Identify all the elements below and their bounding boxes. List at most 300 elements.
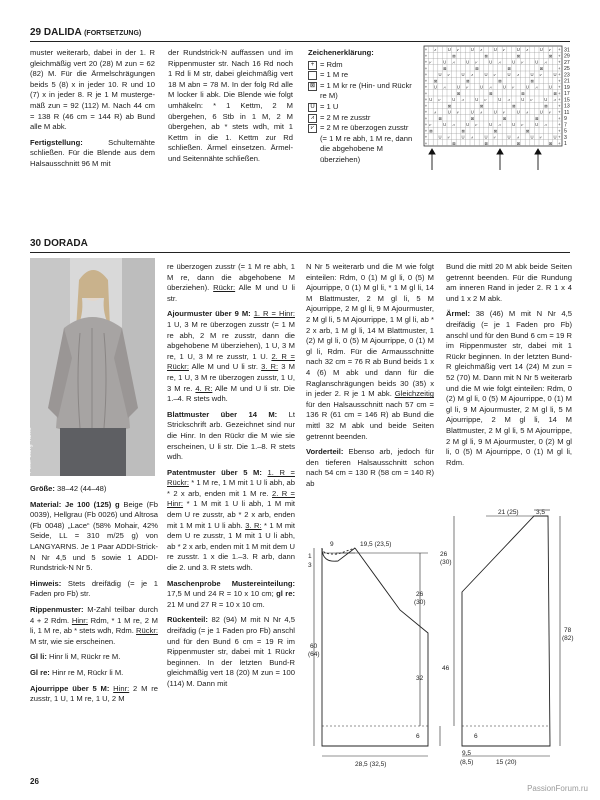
chart-cell-symbol: ⩗ <box>447 72 451 77</box>
ruecken-para <box>167 615 295 689</box>
chart-cell-symbol: ⩗ <box>548 47 552 52</box>
chart-cell-symbol: ⊠ <box>530 78 535 84</box>
chart-cell-symbol: ⊠ <box>498 78 502 84</box>
section-29-title: DALIDA <box>43 27 82 38</box>
knitting-chart <box>424 46 574 181</box>
fertigstellung-label: Fertigstellung: <box>30 137 83 147</box>
fertigstellung-para <box>30 138 155 170</box>
chart-row-number: 29 <box>564 53 570 60</box>
chart-row-number: 9 <box>564 116 567 123</box>
material-label: Material: Je 100 (125) g <box>30 499 120 509</box>
chart-cell-symbol: ⊠ <box>548 53 553 59</box>
chart-cell-symbol: U <box>429 97 433 102</box>
photo-credit: Foto: Lang Yarns <box>27 427 33 473</box>
chart-cell-symbol: ⊠ <box>539 65 544 71</box>
chart-cell-symbol: ⩗ <box>539 134 543 140</box>
dim-sleeve-bottom-a-alt: (8,5) <box>460 759 474 766</box>
chart-cell-symbol: ⩗ <box>447 134 451 140</box>
chart-cell-symbol: ⊠ <box>489 90 493 96</box>
glre-para <box>30 668 158 679</box>
ajour9-r2-text: Alle M und U li str. <box>191 362 258 372</box>
rippen-para <box>30 605 158 647</box>
chart-cell-symbol: U <box>479 84 483 90</box>
chart-row-number: 1 <box>564 141 567 148</box>
neckline-front <box>322 548 355 561</box>
chart-cell-symbol: ⊠ <box>484 140 489 146</box>
chart-cell-symbol: ⊠ <box>433 78 438 84</box>
chart-cell-symbol: U <box>521 97 525 102</box>
legend-text: = 1 U <box>320 101 339 111</box>
patent-r2: 2. R = Hinr: <box>167 488 295 509</box>
chart-row-number: 25 <box>564 66 570 73</box>
patent-para <box>167 468 295 574</box>
dim-side: 32 <box>416 675 424 682</box>
chart-cell-symbol: ⩘ <box>498 59 501 65</box>
rippen-hinr: Hinr: <box>71 615 88 625</box>
chart-cell-symbol: ⩗ <box>475 59 478 65</box>
chart-cell-symbol: ⊠ <box>512 103 516 109</box>
rippen-rueckr-text: M str, wie sie erscheinen. <box>30 636 116 646</box>
chart-cell-symbol: U <box>498 97 502 102</box>
chart-cell-symbol: U <box>502 84 506 90</box>
chart-cell-symbol: + <box>424 115 428 121</box>
chart-row-number: 27 <box>564 59 570 66</box>
dim-small-3: 3 <box>308 562 312 569</box>
chart-row-number: 19 <box>564 84 570 91</box>
chart-cell-symbol: ⊠ <box>452 140 456 146</box>
blatt-text: Lt Strickschrift arb. Gezeichnet sind nur die Hinr. In den Rückr die M wie sie erscheinen, U li str. Die 1.–8. R stets wdh. <box>167 409 295 462</box>
chart-cell-symbol: ⩗ <box>502 47 506 52</box>
sleeve-outline <box>462 516 550 746</box>
chart-cell-symbol: ⩗ <box>493 134 497 140</box>
sec30-col4 <box>446 262 572 473</box>
chart-cell-symbol: ⩘ <box>433 47 437 52</box>
chart-cell-symbol: U <box>525 84 529 90</box>
glre-label: Gl re: <box>30 667 50 677</box>
chart-cell-symbol: ⊠ <box>507 65 512 71</box>
chart-row-number: 11 <box>564 109 570 116</box>
chart-cell-symbol: ⊠ <box>452 53 456 59</box>
legend-text: = 1 M re <box>320 70 349 80</box>
aermel-text: 38 (46) M mit N Nr 4,5 dreifädig (= je 1 Faden pro Fb) anschl und für den Bund 6 cm = 19 R im Rippenmuster str, dabei mit 1 Rückr beginnen. In der letzten Bund-R gleichmäßig vert 14 (24) M zun = 52 (70) M. Dann mit N Nr 5 weiterarb und die M wie folgt einteilen: Rdm, 0 (2) M gl li, 0 (5) M Ajourrippe, 0 (1) M gl li, 9 M Ajourmuster, 2 M gl li, 5 M Ajourrippe, 2 M gl li, 14 M Blattmuster, 2 M gl li, 5 M Ajourrippe, 2 M gl li, 9 M Ajourmuster, 0 (2) M gl li, 0 (5) M Ajourrippe, 0 (1) M gl li, Rdm. <box>446 309 572 467</box>
chart-cell-symbol: ⩘ <box>470 134 474 140</box>
chart-cell-symbol: ⩘ <box>470 72 474 77</box>
ajour5-label: Ajourrippe über 5 M: <box>30 683 110 693</box>
ajour9-r4: 4. R: <box>195 383 213 393</box>
arrow-head-icon <box>497 149 503 154</box>
chart-cell-symbol: U <box>530 134 534 140</box>
chart-cell-symbol: ⊠ <box>516 140 521 146</box>
legend-item <box>308 102 416 113</box>
chart-cell-symbol: U <box>512 122 516 127</box>
chart-cell-symbol: + <box>558 103 561 109</box>
rippen-hinr-text: Rdm, * 1 M re, 2 M li, 1 M re, ab * stets wdh, Rdm. <box>30 615 158 636</box>
chart-cell-symbol: ⩘ <box>452 59 455 65</box>
chart-cell-symbol: ⩘ <box>479 109 483 115</box>
chart-cell-symbol: U <box>544 97 548 102</box>
ajour9-r1: 1. R = Hinr: <box>253 309 295 319</box>
legend-item <box>308 113 416 124</box>
dim-shoulder: 19,5 (23,5) <box>360 541 392 548</box>
ajour5-text: 2 M re zusstr, 1 U, 1 M re, 1 U, 2 M <box>30 683 158 704</box>
model-photo <box>27 258 155 476</box>
chart-cell-symbol: ⊠ <box>438 115 443 121</box>
ajour5-hinr: Hinr: <box>113 683 130 693</box>
blatt-label: Blattmuster über 14 M: <box>167 409 278 419</box>
glli-label: Gl li: <box>30 652 47 662</box>
ajour9-r2: 2. R = Rückr: <box>167 351 295 372</box>
col2-intro-text: re überzogen zusstr (= 1 M re abh, 1 M re, dann die abgehobene M überziehen). <box>167 262 295 293</box>
legend-text: = 1 M kr re (Hin- und Rückr re M) <box>320 80 412 101</box>
chart-cell-symbol: ⩗ <box>512 84 515 90</box>
chart-cell-symbol: + <box>558 134 561 140</box>
chart-cell-symbol: ⩗ <box>456 109 460 115</box>
ajour5-para <box>30 684 158 705</box>
page-number: 26 <box>30 777 39 786</box>
dim-sleeve-length: 78 <box>564 627 572 634</box>
chart-cell-symbol: U <box>530 72 534 77</box>
chart-cell-symbol: ⩘ <box>544 122 547 127</box>
legend-item <box>308 81 416 102</box>
chart-cell-symbol: ⊠ <box>456 90 461 96</box>
chart-cell-symbol: ⩘ <box>498 122 501 127</box>
ajour9-label: Ajourmuster über 9 M: <box>167 309 251 319</box>
sec30-col1 <box>30 484 158 710</box>
aermel-label: Ärmel: <box>446 309 471 319</box>
probe-glre: gl re: <box>276 589 295 599</box>
chart-cell-symbol: ⩗ <box>502 109 506 115</box>
rippen-rueckr: Rückr: <box>136 626 158 636</box>
sec29-col1-text: muster weiterarb, dabei in der 1. R gleichmäßig vert 20 (28) M zun = 62 (82) M. Für die Ärmelschrägungen beids 5 (8) x in jeder 10. R und 10 (7) x in jeder 8. R je 1 M mustergemäß zun = 92 (112) M. Nach 44 cm = 138 R (46 cm = 144 R) ab Bund alle M abk. <box>30 48 155 132</box>
chart-cell-symbol: + <box>424 103 428 109</box>
chart-cell-symbol: + <box>424 128 428 134</box>
chart-cell-symbol: ⩘ <box>443 84 446 90</box>
groesse-label: Größe: <box>30 484 55 493</box>
chart-cell-symbol: ⩘ <box>461 97 464 102</box>
patent-r1-text: * 1 M re, 1 M mit 1 U li abh, ab * 2 x arb, enden mit 1 M re. <box>167 478 295 498</box>
vorder-text: Ebenso arb, jedoch für den tieferen Halsausschnitt schon nach 54 cm = 130 R (58 cm = 140 R) ab <box>306 447 434 488</box>
chart-cell-symbol: ⩘ <box>544 59 547 65</box>
chart-row-number: 5 <box>564 128 567 135</box>
chart-cell-symbol: ⩗ <box>521 59 524 65</box>
dim-sleeve-bottom-a: 9,5 <box>462 750 472 757</box>
chart-cell-symbol: U <box>493 109 497 115</box>
probe-text: 17,5 M und 24 R = 10 x 10 cm; <box>167 589 274 599</box>
dim-length-alt: (64) <box>308 651 320 658</box>
chart-cell-symbol: + <box>424 84 428 90</box>
hinweis-para <box>30 579 158 600</box>
chart-cell-symbol: + <box>558 78 561 84</box>
chart-row-number: 17 <box>564 91 570 98</box>
chart-cell-symbol: U <box>484 72 488 77</box>
chart-cell-symbol: ⊠ <box>429 128 433 134</box>
dim-sleeve-bottom-b: 15 (20) <box>496 759 517 766</box>
chart-cell-symbol: ⊠ <box>548 140 553 146</box>
body-schematic <box>300 508 450 770</box>
chart-cell-symbol: U <box>507 72 511 77</box>
chart-cell-symbol: ⩗ <box>466 84 469 90</box>
chart-cell-symbol: ⩗ <box>429 59 432 65</box>
dim-width: 28,5 (32,5) <box>355 761 387 768</box>
chart-cell-symbol: + <box>424 140 428 146</box>
chart-cell-symbol: ⊠ <box>516 53 521 59</box>
chart-cell-symbol: U <box>438 134 442 140</box>
chart-cell-symbol: U <box>493 47 497 52</box>
chart-cell-symbol: + <box>558 90 561 96</box>
chart-cell-symbol: U <box>466 59 470 65</box>
chart-cell-symbol: + <box>558 53 561 59</box>
glli-para <box>30 652 158 663</box>
sec30-col3 <box>306 262 434 494</box>
chart-cell-symbol: + <box>558 72 561 77</box>
dim-sleeve-raglan-alt: (30) <box>440 559 452 566</box>
patent-r2-text: * 1 M mit 1 U li abh, 1 M mit dem U re zusstr, ab * 2 x arb, enden mit 1 M mit 1 U li abh. <box>167 499 295 530</box>
chart-cell-symbol: + <box>424 53 428 59</box>
chart-cell-symbol: ⊠ <box>484 53 489 59</box>
sec29-col2-text: der Rundstrick-N auffassen und im Rippenmuster str. Nach 16 Rd noch 1 Rd li M str, dabei gleichmäßig vert 18 M abn = 78 M. In der folg Rd alle M locker li abk. Die Blende wie folgt umhäkeln: * 1 Kettm, 2 M übergehen, 6 Stb in 1 M, 2 M übergehen, ab * stets wdh, mit 1 Kettm in die 1. Kettm zur Rd schließen. Ärmel einsetzen. Ärmel- und Seitennähte schließen. <box>168 48 293 163</box>
dim-sleeve-lower: 46 <box>442 665 450 672</box>
chart-cell-symbol: ⩘ <box>516 72 520 77</box>
chart-cell-symbol: ⊠ <box>443 65 447 71</box>
chart-cell-symbol: + <box>558 140 561 146</box>
col2-rueckr: Rückr: <box>213 283 236 293</box>
chart-row-number: 23 <box>564 72 570 79</box>
chart-row-number: 3 <box>564 134 567 141</box>
arrow-head-icon <box>535 149 541 154</box>
chart-cell-symbol: ⊠ <box>470 115 475 121</box>
chart-cell-symbol: U <box>535 59 539 65</box>
chart-row-number: 31 <box>564 47 570 54</box>
dim-sleeve-raglan: 26 <box>440 551 448 558</box>
legend-title: Zeichenerklärung: <box>308 48 374 57</box>
groesse-para <box>30 484 158 495</box>
col4-intro: Bund die mittl 20 M abk beide Seiten getrennt beenden. Für die Rundung am inneren Rand in jeder 2. R 1 x 4 und 1 x 2 M abk. <box>446 262 572 303</box>
chart-cell-symbol: ⊠ <box>544 103 548 109</box>
probe-para <box>167 579 295 611</box>
col3-text-a: N Nr 5 weiterarb und die M wie folgt einteilen: Rdm, 0 (1) M gl li, 0 (5) M Ajourrippe, 0 (1) M gl li, * 1 M gl li, 14 M Blattmuster, 2 M gl li, 5 M Ajourrippe, 2 M gl li, 9 M Ajourmuster, 2 M gl li, 5 M Ajourrippe, 1 M gl li, ab * 2 x arb, 1 M gl li, 14 M Blattmuster, 1 (2) M gl li, 0 (5) M Ajourrippe, 0 (1) M gl li, Rdm. Für die Armausschnitte nach 32 cm = 76 R ab Bund beids 1 x 4 (6) M abk und dann für die Raglanschrägungen beids 30 (35) x in jeder 2. R je 1 M abk. <box>306 262 434 399</box>
legend-item <box>308 123 416 165</box>
chart-cell-symbol: ⊠ <box>461 128 466 134</box>
ruecken-label: Rückenteil: <box>167 615 208 625</box>
chart-cell-symbol: ⩗ <box>548 109 552 115</box>
chart-cell-symbol: ⊠ <box>466 78 470 84</box>
section-29-subtitle: (FORTSETZUNG) <box>84 30 142 37</box>
section-30-header <box>30 238 88 249</box>
chart-cell-symbol: U <box>539 109 543 115</box>
chart-cell-symbol: + <box>424 109 428 115</box>
chart-cell-symbol: + <box>558 128 561 134</box>
chart-cell-symbol: U <box>548 84 552 90</box>
chart-cell-symbol: ⩘ <box>525 47 529 52</box>
chart-cell-symbol: U <box>470 47 474 52</box>
ajour9-para <box>167 309 295 404</box>
sleeve-schematic <box>440 508 575 770</box>
chart-cell-symbol: ⩘ <box>516 134 520 140</box>
section-29-header <box>30 27 141 38</box>
chart-cell-symbol: U <box>484 134 488 140</box>
dim-raglan: 26 <box>416 591 424 598</box>
dim-sleeve-top: 21 (25) <box>498 509 519 516</box>
dim-sleeve-length-alt: (82) <box>562 635 574 642</box>
chart-cell-symbol: U <box>452 97 456 102</box>
chart-cell-symbol: ⩗ <box>429 122 432 127</box>
vorder-label: Vorderteil: <box>306 447 344 457</box>
chart-cell-symbol: + <box>424 97 428 102</box>
chart-cell-symbol: U <box>535 122 539 127</box>
chart-cell-symbol: U <box>539 47 543 52</box>
material-text: Beige (Fb 0039), Hellgrau (Fb 0026) und Altrosa (Fb 0048) „Lace“ (58% Mohair, 42% Seide, LL = 310 m/25 g) von LANGYARNS. Je 1 Paar ADDI-Strick-N Nr 4,5 und 5 sowie 1 ADDI-Rundstrick-N Nr 5. <box>30 499 158 573</box>
probe-glre-text: 21 M und 27 R = 10 x 10 cm. <box>167 599 265 609</box>
chart-cell-symbol: + <box>424 72 428 77</box>
chart-cell-symbol: U <box>443 122 447 127</box>
chart-cell-symbol: ⩘ <box>525 109 529 115</box>
chart-cell-symbol: ⩗ <box>475 122 478 127</box>
chart-cell-symbol: ⩗ <box>438 97 441 102</box>
patent-r1: 1. R = Rückr: <box>167 467 295 488</box>
chart-row-number: 15 <box>564 97 570 104</box>
chart-cell-symbol: ⩘ <box>489 84 492 90</box>
model-illustration <box>30 258 155 476</box>
chart-cell-symbol: U <box>456 84 460 90</box>
chart-row-number: 21 <box>564 78 570 85</box>
chart-cell-symbol: ⩗ <box>539 72 543 77</box>
chart-cell-symbol: ⩗ <box>530 97 533 102</box>
legend-text: = Rdm <box>320 59 343 69</box>
chart-row-number: 13 <box>564 103 570 110</box>
chart-cell-symbol: U <box>461 134 465 140</box>
chart-cell-symbol: U <box>507 134 511 140</box>
chart-cell-symbol: + <box>424 78 428 84</box>
col3-para <box>306 262 434 442</box>
ajour9-r1-text: 1 U, 3 M re überzogen zusstr (= 1 M re abh, 2 M re zusstr, dann die abgehobene M überziehen), 1 U, 3 M re, 1 U, 3 M re zusstr, 1 U. <box>167 319 295 361</box>
chart-cell-symbol: + <box>558 115 561 121</box>
twisted-knit-symbol-icon: ⊠ <box>309 82 316 89</box>
knit-symbol-icon <box>308 71 317 80</box>
aermel-para <box>446 309 572 468</box>
col2-rueckr-text: Alle M und U li str. <box>167 283 295 303</box>
chart-cell-symbol: ⊠ <box>447 103 452 109</box>
chart-cell-symbol: U <box>438 72 442 77</box>
chart-cell-symbol: + <box>558 109 561 115</box>
legend-item <box>308 70 416 81</box>
sec29-col1 <box>30 48 155 175</box>
chart-cell-symbol: ⩘ <box>553 97 556 102</box>
chart-cell-symbol: ⩗ <box>456 47 460 52</box>
chart-cell-symbol: U <box>553 72 557 77</box>
chart-cell-symbol: ⊠ <box>553 90 558 96</box>
chart-cell-symbol: + <box>558 122 561 127</box>
chart-cell-symbol: ⊠ <box>475 65 479 71</box>
chart-cell-symbol: + <box>424 90 428 96</box>
trousers <box>60 428 126 476</box>
k2tog-symbol-icon: ⩘ <box>308 114 317 123</box>
legend <box>308 48 416 166</box>
chart-cell-symbol: ⩘ <box>452 122 455 127</box>
hinweis-label: Hinweis: <box>30 578 62 588</box>
header-rule-30 <box>30 252 570 253</box>
chart-cell-symbol: ⩘ <box>535 84 538 90</box>
chart-cell-symbol: ⩘ <box>479 47 483 52</box>
dim-raglan-alt: (30) <box>414 599 426 606</box>
chart-cell-symbol: ⩗ <box>521 122 524 127</box>
chart-cell-symbol: U <box>512 59 516 65</box>
ajour9-r3: 3. R: <box>261 362 279 372</box>
material-para <box>30 500 158 574</box>
dim-neck-width: 9 <box>330 541 334 548</box>
chart-cell-symbol: + <box>424 47 428 52</box>
blatt-para <box>167 410 295 463</box>
rdm-symbol-icon: + <box>308 61 317 70</box>
patent-label: Patentmuster über 5 M: <box>167 467 262 477</box>
vorder-para <box>306 447 434 489</box>
dim-sleeve-cap: 3,5 <box>536 509 546 516</box>
dim-sleeve-rib: 6 <box>474 733 478 740</box>
chart-cell-symbol: ⊠ <box>502 115 507 121</box>
legend-text: = 2 M re zusstr <box>320 112 371 122</box>
sec30-col2 <box>167 262 295 695</box>
chart-cell-symbol: U <box>516 109 520 115</box>
chart-cell-symbol: + <box>558 59 561 65</box>
chart-cell-symbol: U <box>461 72 465 77</box>
chart-cell-symbol: + <box>424 134 428 140</box>
ruecken-text: 82 (94) M mit N Nr 4,5 dreifädig (= je 1 Faden pro Fb) anschl und für den Bund 6 cm = 19 R im Rippenmuster str, dabei mit 1 Rückr beginnen. In der letzten Bund-R gleichmäßig vert 18 (20) M zun = 100 (114) M. Dann mit <box>167 615 295 688</box>
section-30-title: DORADA <box>43 238 88 249</box>
hinweis-text: Stets dreifädig (= je 1 Faden pro Fb) str. <box>30 578 158 599</box>
dim-length: 60 <box>310 643 318 650</box>
chart-cell-symbol: ⊠ <box>525 128 530 134</box>
arrow-head-icon <box>429 149 435 154</box>
dim-small-1: 1 <box>308 553 312 560</box>
section-30-number: 30 <box>30 238 42 249</box>
legend-item <box>308 60 416 71</box>
probe-label: Maschenprobe Mustereinteilung: <box>167 578 295 588</box>
section-29-number: 29 <box>30 27 42 38</box>
chart-cell-symbol: U <box>516 47 520 52</box>
ajour9-r4-text: Alle M und U li str. Die 1.–4. R stets wdh. <box>167 383 295 404</box>
col3-text-b: für den Halsausschnitt nach 57 cm = 136 R (61 cm = 146 R) ab Bund die mittl 32 M abk und beide Seiten getrennt beenden. <box>306 399 434 441</box>
chart-cell-symbol: U <box>489 122 493 127</box>
chart-cell-symbol: ⩘ <box>433 109 437 115</box>
chart-cell-symbol: + <box>424 122 428 127</box>
chart-cell-symbol: ⊠ <box>493 128 498 134</box>
fertigstellung-text: Schulternähte schließen. Für die Blende aus dem Halsausschnitt 96 M mit <box>30 137 155 168</box>
rippen-label: Rippenmuster: <box>30 604 84 614</box>
body-outline <box>322 548 428 746</box>
ssk-symbol-icon: ⩗ <box>308 124 317 133</box>
glli-text: Hinr li M, Rückr re M. <box>49 652 121 662</box>
chart-cell-symbol: ⩗ <box>493 72 497 77</box>
chart-cell-symbol: U <box>470 109 474 115</box>
chart-cell-symbol: U <box>466 122 470 127</box>
chart-cell-symbol: + <box>424 65 428 71</box>
chart-cell-symbol: U <box>553 134 557 140</box>
watermark: PassionForum.ru <box>527 784 588 793</box>
chart-cell-symbol: + <box>558 84 561 90</box>
ajour9-r3-text: 3 M re, 1 U, 3 M re überzogen zusstr, 1 U, 3 M re. <box>167 362 295 393</box>
chart-cell-symbol: + <box>558 97 561 102</box>
sec29-col2 <box>168 48 293 170</box>
chart-cell-symbol: U <box>447 109 451 115</box>
chart-cell-symbol: ⩘ <box>507 97 510 102</box>
chart-cell-symbol: U <box>447 47 451 52</box>
chart-cell-symbol: U <box>433 84 437 90</box>
glre-text: Hinr re M, Rückr li M. <box>51 667 124 677</box>
chart-cell-symbol: + <box>558 65 561 71</box>
chart-cell-symbol: U <box>475 97 479 102</box>
chart-row-number: 7 <box>564 122 567 129</box>
groesse-text: 38–42 (44–48) <box>57 484 107 493</box>
rippen-text: M-Zahl teilbar durch 4 + 2 Rdm. <box>30 604 158 625</box>
